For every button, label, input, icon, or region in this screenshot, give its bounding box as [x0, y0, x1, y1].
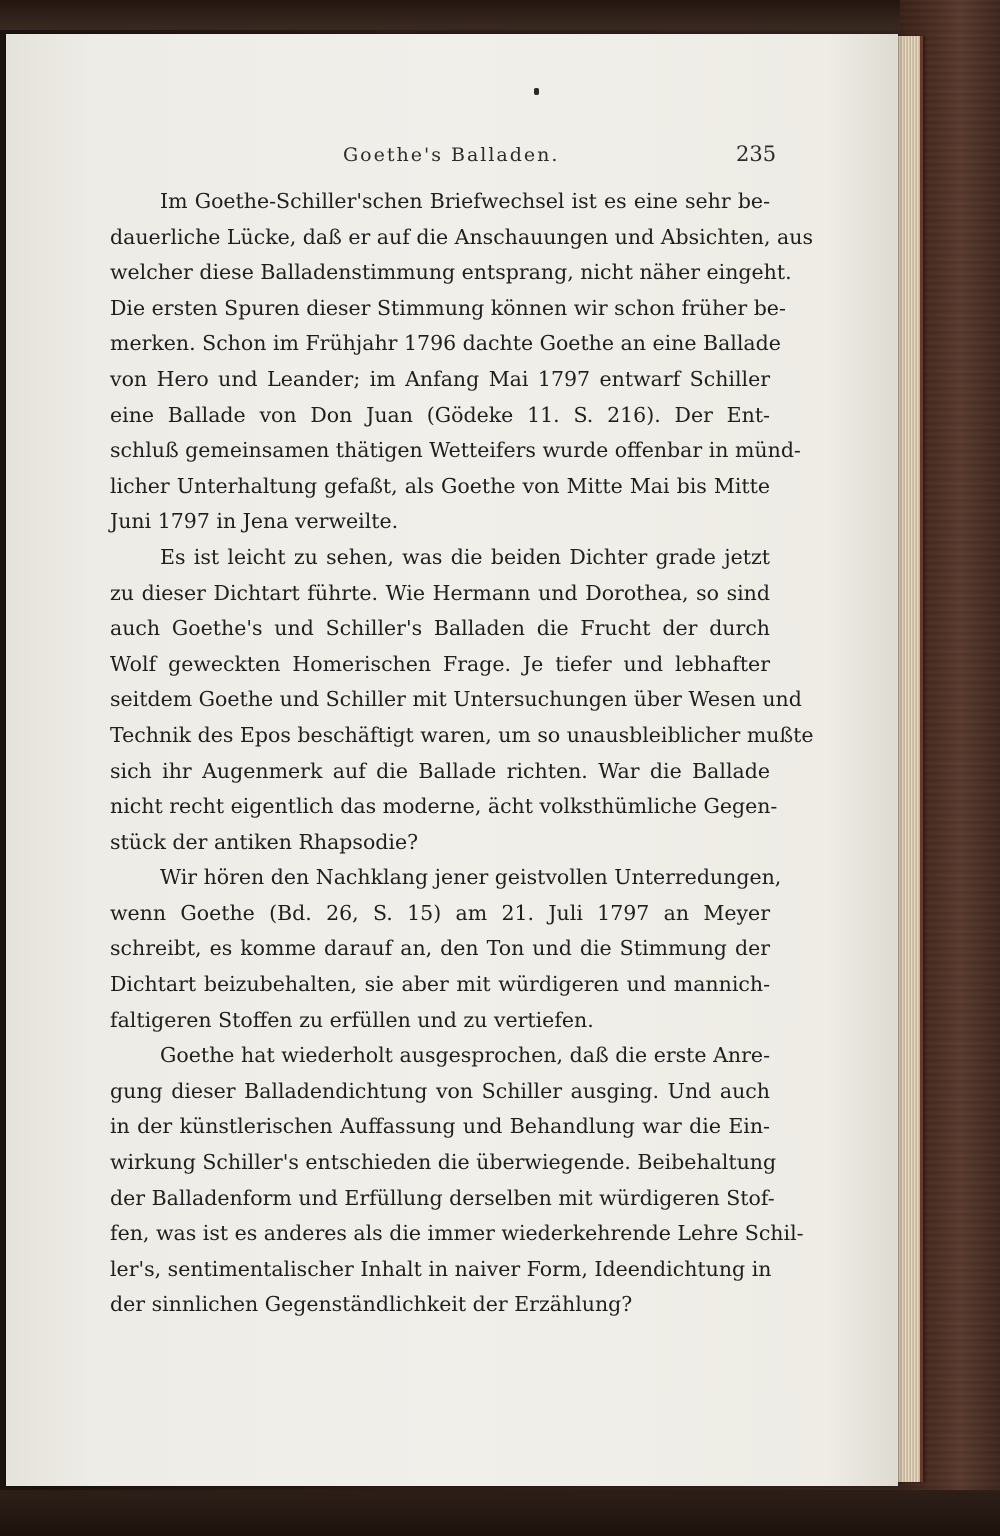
running-head-title: Goethe's Balladen. — [343, 144, 560, 166]
text-line: schreibt, es komme darauf an, den Ton und die Stimmung der — [110, 936, 770, 961]
text-line: Die ersten Spuren dieser Stimmung können wir schon früher be- — [110, 295, 786, 320]
text-line: Wir hören den Nachklang jener geistvollen Unterredungen, — [160, 865, 782, 890]
text-line: Goethe hat wiederholt ausgesprochen, daß die erste Anre- — [160, 1043, 770, 1068]
text-line: zu dieser Dichtart führte. Wie Hermann und Dorothea, so sind — [110, 580, 770, 605]
text-line: ler's, sentimentalischer Inhalt in naiver Form, Ideendichtung in — [110, 1256, 772, 1281]
page-number: 235 — [736, 142, 777, 166]
text-line: nicht recht eigentlich das moderne, ächt volksthümliche Gegen- — [110, 794, 778, 819]
paragraph — [110, 1038, 804, 1323]
running-head — [0, 140, 1000, 174]
text-line: Juni 1797 in Jena verweilte. — [110, 509, 399, 534]
text-line: Es ist leicht zu sehen, was die beiden Dichter grade jetzt — [160, 544, 770, 569]
page-mark — [534, 88, 539, 95]
text-line: Technik des Epos beschäftigt waren, um so unausbleiblicher mußte — [110, 722, 814, 747]
text-line: der sinnlichen Gegenständlichkeit der Erzählung? — [110, 1292, 633, 1317]
body-text — [110, 184, 814, 1323]
paragraph — [110, 184, 813, 540]
text-line: licher Unterhaltung gefaßt, als Goethe von Mitte Mai bis Mitte — [110, 473, 770, 498]
text-line: schluß gemeinsamen thätigen Wetteifers wurde offenbar in münd- — [110, 438, 801, 463]
text-line: wenn Goethe (Bd. 26, S. 15) am 21. Juli 1797 an Meyer — [110, 900, 770, 925]
text-line: wirkung Schiller's entschieden die überwiegende. Beibehaltung — [110, 1150, 777, 1175]
text-line: faltigeren Stoffen zu erfüllen und zu vertiefen. — [110, 1007, 594, 1032]
paragraph — [110, 860, 782, 1038]
text-line: eine Ballade von Don Juan (Gödeke 11. S. 216). Der Ent- — [110, 402, 770, 427]
book-cover-top-edge — [0, 0, 1000, 30]
text-line: fen, was ist es anderes als die immer wiederkehrende Lehre Schil- — [110, 1221, 804, 1246]
text-line: gung dieser Balladendichtung von Schiller ausging. Und auch — [110, 1078, 770, 1103]
book-cover-bottom-edge — [0, 1490, 1000, 1536]
text-line: dauerliche Lücke, daß er auf die Anschauungen und Absichten, aus — [110, 224, 813, 249]
text-line: Im Goethe-Schiller'schen Briefwechsel ist es eine sehr be- — [160, 189, 770, 213]
text-line: Dichtart beizubehalten, sie aber mit würdigeren und mannich- — [110, 972, 770, 997]
text-line: in der künstlerischen Auffassung und Behandlung war die Ein- — [110, 1114, 770, 1139]
text-line: der Balladenform und Erfüllung derselben mit würdigeren Stof- — [110, 1185, 775, 1210]
text-line: auch Goethe's und Schiller's Balladen die Frucht der durch — [110, 616, 770, 641]
text-line: seitdem Goethe und Schiller mit Untersuchungen über Wesen und — [110, 687, 802, 712]
text-line: stück der antiken Rhapsodie? — [110, 829, 419, 854]
text-line: sich ihr Augenmerk auf die Ballade richten. War die Ballade — [110, 758, 770, 783]
paragraph — [110, 540, 814, 860]
text-line: von Hero und Leander; im Anfang Mai 1797 entwarf Schiller — [110, 366, 770, 391]
text-line: Wolf geweckten Homerischen Frage. Je tiefer und lebhafter — [110, 651, 770, 676]
text-line: merken. Schon im Frühjahr 1796 dachte Goethe an eine Ballade — [110, 331, 781, 356]
text-line: welcher diese Balladenstimmung entsprang, nicht näher eingeht. — [110, 260, 792, 285]
page-stack-edges — [896, 36, 923, 1482]
